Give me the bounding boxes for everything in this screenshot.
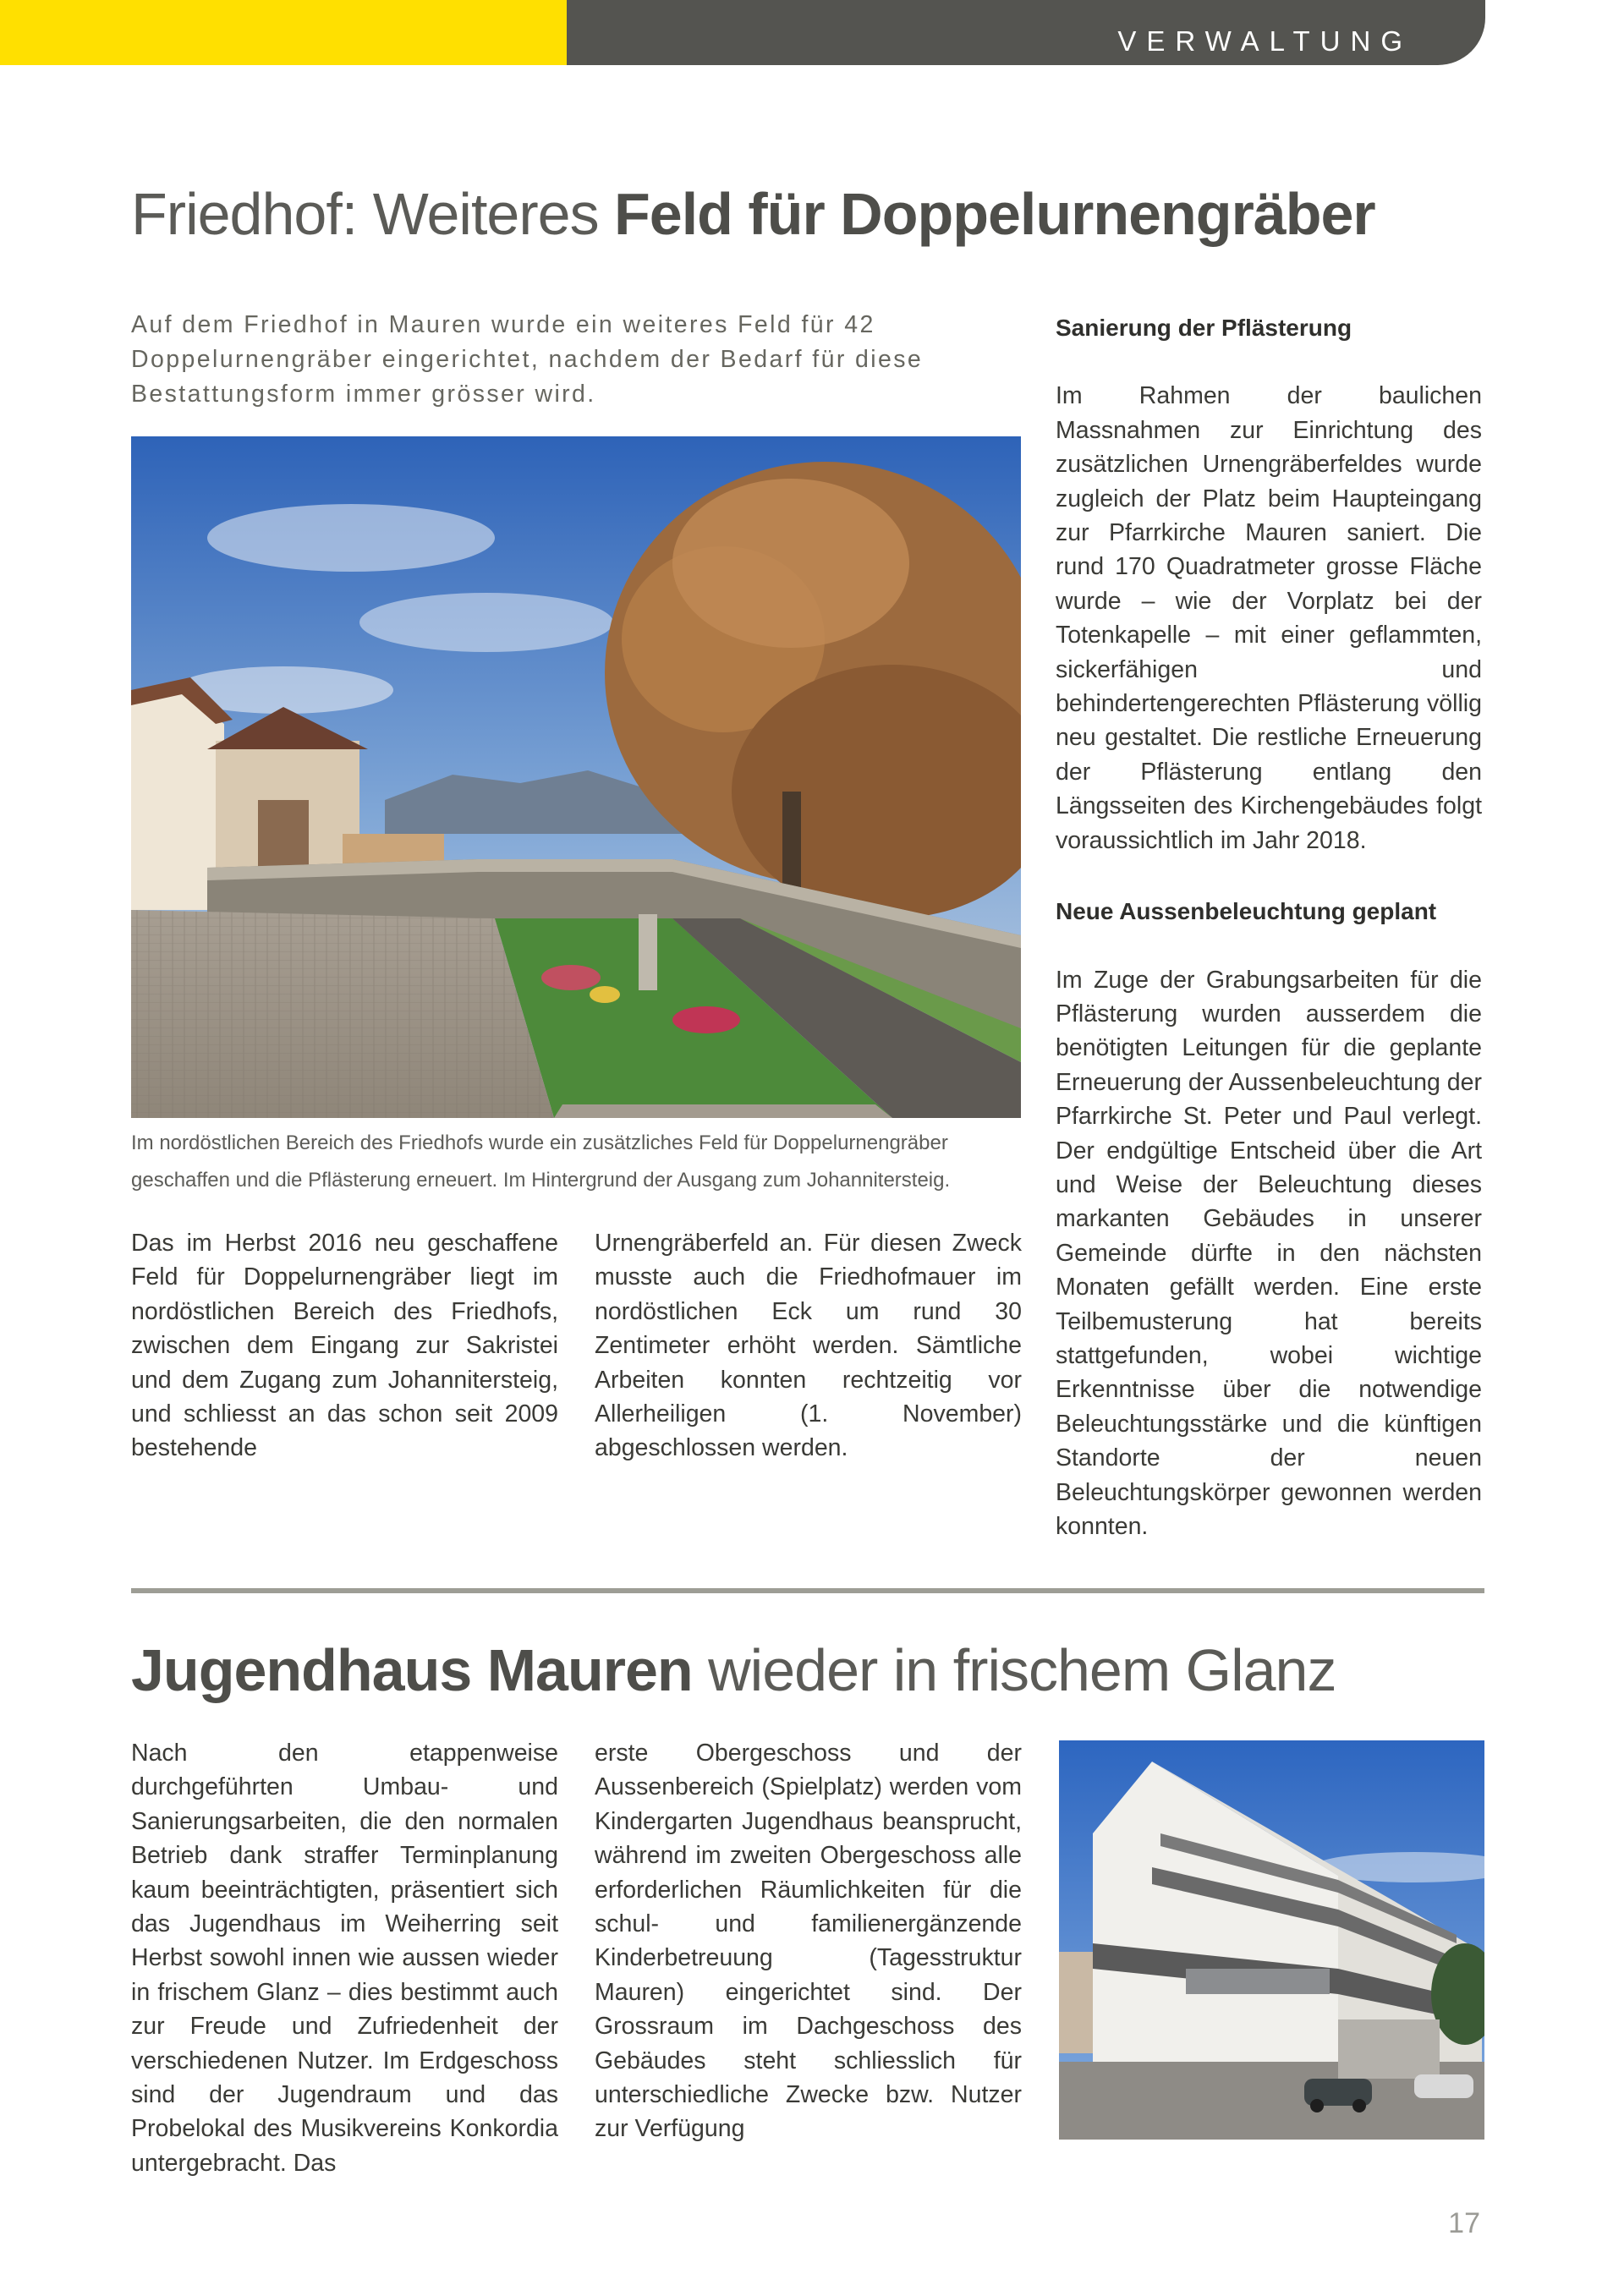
article1-column-1-text: Das im Herbst 2016 neu geschaffene Feld für Doppelurnengräber liegt im nordöstlichen Bereich des Friedhofs, zwischen dem Eingang zur Sakristei und dem Zugang zum Johannitersteig, und schliesst an das schon seit 2009 bestehende	[131, 1230, 558, 1462]
article-title-light: Friedhof: Weiteres	[131, 181, 615, 247]
cemetery-photo-icon	[131, 436, 1021, 1118]
article1-column-1	[131, 1226, 558, 1466]
youth-house-photo-icon	[1059, 1740, 1484, 2140]
header-accent-bar	[0, 0, 567, 65]
article2-column-2	[595, 1736, 1022, 2146]
article2-title	[131, 1636, 1336, 1704]
page-number: 17	[1448, 2207, 1480, 2239]
article2-column-2-text: erste Obergeschoss und der Aussenbereich (Spielplatz) werden vom Kindergarten Jugendhaus beansprucht, während im zweiten Obergeschoss alle erforderlichen Räumlichkeiten für die schul- und familienergänzende Kinderbetreuung (Tagesstruktur Mauren) eingerichtet sind. Der Grossraum im Dachgeschoss des Gebäudes steht schliesslich für unterschiedliche Zwecke bzw. Nutzer zur Verfügung	[595, 1740, 1022, 2143]
article2-title-bold: Jugendhaus Mauren	[131, 1637, 693, 1703]
article1-column-2	[595, 1226, 1022, 1466]
article2-title-light: wieder in frischem Glanz	[692, 1637, 1336, 1703]
article1-column-3	[1056, 311, 1482, 1543]
section-label: VERWALTUNG	[1117, 25, 1413, 57]
article-title	[131, 180, 1375, 248]
subheading-pavement-text: Im Rahmen der baulichen Massnahmen zur Einrichtung des zusätzlichen Urnengräberfeldes wurde zugleich der Platz beim Haupteingang zur Pfarrkirche Mauren saniert. Die rund 170 Quadratmeter grosse Fläche wurde – wie der Vorplatz bei der Totenkapelle – mit einer geflammten, sickerfähigen und behindertengerechten Pflästerung völlig neu gestaltet. Die restliche Erneuerung der Pflästerung entlang den Längsseiten des Kirchengebäudes folgt voraussichtlich im Jahr 2018.	[1056, 382, 1482, 854]
section-divider	[131, 1588, 1484, 1593]
cemetery-photo	[131, 436, 1021, 1118]
article-lead: Auf dem Friedhof in Mauren wurde ein weiteres Feld für 42 Doppelurnengräber eingerichtet, nachdem der Bedarf für diese Bestattungsform immer grösser wird.	[131, 311, 924, 408]
photo-caption: Im nordöstlichen Bereich des Friedhofs wurde ein zusätzliches Feld für Doppelurnengräber geschaffen und die Pflästerung erneuert. Im Hintergrund der Ausgang zum Johannitersteig.	[131, 1132, 951, 1192]
youth-house-photo	[1059, 1740, 1484, 2140]
subheading-lighting-text: Im Zuge der Grabungsarbeiten für die Pflästerung wurden ausserdem die benötigten Leitungen für die geplante Erneuerung der Aussenbeleuchtung der Pfarrkirche St. Peter und Paul verlegt. Der endgültige Entscheid über die Art und Weise der Beleuchtung dieses markanten Gebäudes in unserer Gemeinde dürfte in den nächsten Monaten gefällt werden. Eine erste Teilbemusterung hat bereits stattgefunden, wobei wichtige Erkenntnisse über die notwendige Beleuchtungsstärke und die künftigen Standorte der neuen Beleuchtungskörper gewonnen werden konnten.	[1056, 966, 1482, 1540]
article-title-bold: Feld für Doppelurnengräber	[614, 181, 1375, 247]
subheading-pavement: Sanierung der Pflästerung	[1056, 315, 1352, 341]
article1-column-2-text: Urnengräberfeld an. Für diesen Zweck musste auch die Friedhofmauer im nordöstlichen Eck um rund 30 Zentimeter erhöht werden. Sämtliche Arbeiten konnten rechtzeitig vor Allerheiligen (1. November) abgeschlossen werden.	[595, 1230, 1022, 1462]
article2-column-1	[131, 1736, 558, 2180]
subheading-lighting: Neue Aussenbeleuchtung geplant	[1056, 898, 1437, 925]
article2-column-1-text: Nach den etappenweise durchgeführten Umbau- und Sanierungsarbeiten, die den normalen Betrieb dank straffer Terminplanung kaum beeinträchtigten, präsentiert sich das Jugendhaus im Weiherring seit Herbst sowohl innen wie aussen wieder in frischem Glanz – dies bestimmt auch zur Freude und Zufriedenheit der verschiedenen Nutzer. Im Erdgeschoss sind der Jugendraum und das Probelokal des Musikvereins Konkordia untergebracht. Das	[131, 1740, 558, 2177]
